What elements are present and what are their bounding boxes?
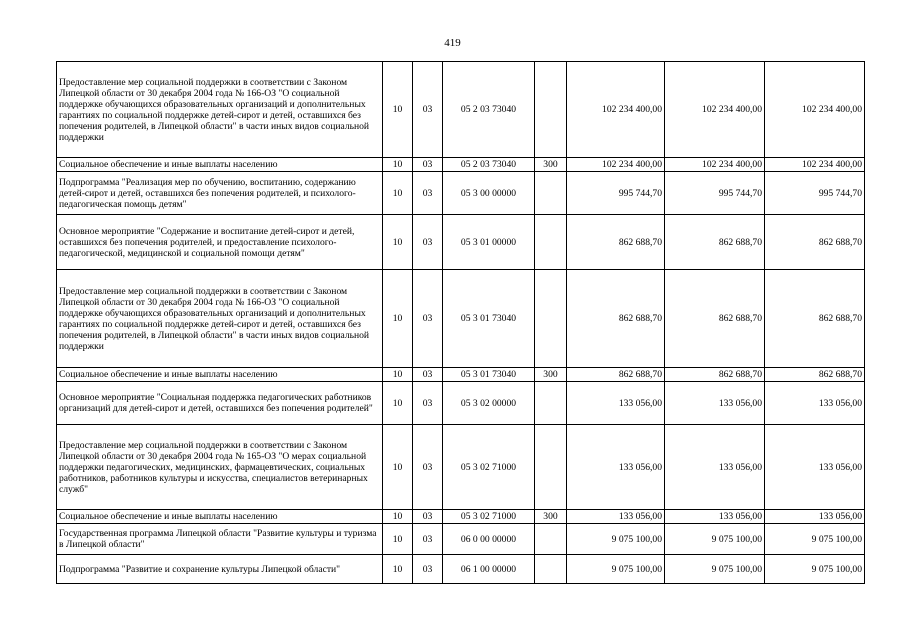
amount-year-3: 9 075 100,00	[765, 524, 865, 555]
expense-type-code	[535, 62, 567, 158]
amount-year-3: 862 688,70	[765, 215, 865, 270]
amount-year-2: 862 688,70	[665, 215, 765, 270]
amount-year-3: 133 056,00	[765, 382, 865, 425]
table-row	[57, 510, 865, 524]
target-article-code: 05 3 01 73040	[443, 368, 535, 382]
amount-year-1: 995 744,70	[567, 172, 665, 215]
amount-year-2: 862 688,70	[665, 270, 765, 368]
subsection-code: 03	[413, 510, 443, 524]
row-name: Государственная программа Липецкой области "Развитие культуры и туризма в Липецкой области"	[57, 524, 383, 555]
amount-year-1: 133 056,00	[567, 510, 665, 524]
amount-year-1: 862 688,70	[567, 270, 665, 368]
budget-table	[56, 61, 865, 584]
expense-type-code	[535, 172, 567, 215]
target-article-code: 05 3 02 71000	[443, 425, 535, 510]
expense-type-code	[535, 425, 567, 510]
table-row	[57, 555, 865, 584]
target-article-code: 05 2 03 73040	[443, 62, 535, 158]
expense-type-code: 300	[535, 510, 567, 524]
expense-type-code	[535, 555, 567, 584]
amount-year-1: 133 056,00	[567, 382, 665, 425]
target-article-code: 06 1 00 00000	[443, 555, 535, 584]
row-name: Социальное обеспечение и иные выплаты населению	[57, 158, 383, 172]
target-article-code: 05 3 01 73040	[443, 270, 535, 368]
section-code: 10	[383, 62, 413, 158]
amount-year-3: 102 234 400,00	[765, 62, 865, 158]
amount-year-3: 862 688,70	[765, 270, 865, 368]
subsection-code: 03	[413, 382, 443, 425]
row-name: Предоставление мер социальной поддержки в соответствии с Законом Липецкой области от 30 декабря 2004 года № 166-ОЗ "О социальной поддержке обучающихся образовательных организаций и дополнительных гарантиях по социальной поддержке детей-сирот и детей, оставшихся без попечения родителей, в Липецкой области" в части иных видов социальной поддержки	[57, 62, 383, 158]
row-name: Социальное обеспечение и иные выплаты населению	[57, 368, 383, 382]
amount-year-1: 102 234 400,00	[567, 62, 665, 158]
amount-year-2: 133 056,00	[665, 425, 765, 510]
row-name: Подпрограмма "Развитие и сохранение культуры Липецкой области"	[57, 555, 383, 584]
section-code: 10	[383, 555, 413, 584]
row-name: Социальное обеспечение и иные выплаты населению	[57, 510, 383, 524]
expense-type-code	[535, 215, 567, 270]
table-row	[57, 382, 865, 425]
subsection-code: 03	[413, 158, 443, 172]
target-article-code: 05 3 00 00000	[443, 172, 535, 215]
subsection-code: 03	[413, 368, 443, 382]
amount-year-1: 9 075 100,00	[567, 524, 665, 555]
section-code: 10	[383, 172, 413, 215]
amount-year-1: 9 075 100,00	[567, 555, 665, 584]
row-name: Предоставление мер социальной поддержки в соответствии с Законом Липецкой области от 30 декабря 2004 года № 165-ОЗ "О мерах социальной поддержки педагогических, медицинских, фармацевтических, социальных работников, работников культуры и искусства, специалистов ветеринарных служб"	[57, 425, 383, 510]
amount-year-1: 133 056,00	[567, 425, 665, 510]
subsection-code: 03	[413, 172, 443, 215]
subsection-code: 03	[413, 62, 443, 158]
amount-year-2: 102 234 400,00	[665, 158, 765, 172]
amount-year-1: 102 234 400,00	[567, 158, 665, 172]
amount-year-2: 133 056,00	[665, 510, 765, 524]
expense-type-code	[535, 270, 567, 368]
amount-year-3: 133 056,00	[765, 510, 865, 524]
amount-year-1: 862 688,70	[567, 368, 665, 382]
amount-year-2: 862 688,70	[665, 368, 765, 382]
amount-year-2: 9 075 100,00	[665, 524, 765, 555]
section-code: 10	[383, 425, 413, 510]
target-article-code: 05 3 02 00000	[443, 382, 535, 425]
expense-type-code: 300	[535, 158, 567, 172]
subsection-code: 03	[413, 215, 443, 270]
section-code: 10	[383, 524, 413, 555]
section-code: 10	[383, 382, 413, 425]
amount-year-2: 102 234 400,00	[665, 62, 765, 158]
table-row	[57, 270, 865, 368]
amount-year-2: 133 056,00	[665, 382, 765, 425]
table-row	[57, 425, 865, 510]
table-row	[57, 524, 865, 555]
subsection-code: 03	[413, 425, 443, 510]
row-name: Основное мероприятие "Социальная поддержка педагогических работников организаций для детей-сирот и детей, оставшихся без попечения родителей"	[57, 382, 383, 425]
amount-year-3: 995 744,70	[765, 172, 865, 215]
table-row	[57, 172, 865, 215]
amount-year-2: 9 075 100,00	[665, 555, 765, 584]
subsection-code: 03	[413, 524, 443, 555]
amount-year-3: 862 688,70	[765, 368, 865, 382]
subsection-code: 03	[413, 555, 443, 584]
amount-year-3: 133 056,00	[765, 425, 865, 510]
section-code: 10	[383, 215, 413, 270]
target-article-code: 05 3 01 00000	[443, 215, 535, 270]
expense-type-code: 300	[535, 368, 567, 382]
amount-year-2: 995 744,70	[665, 172, 765, 215]
amount-year-3: 9 075 100,00	[765, 555, 865, 584]
page-number: 419	[444, 37, 461, 49]
table-row	[57, 368, 865, 382]
row-name: Предоставление мер социальной поддержки в соответствии с Законом Липецкой области от 30 декабря 2004 года № 166-ОЗ "О социальной поддержке обучающихся образовательных организаций и дополнительных гарантиях по социальной поддержке детей-сирот и детей, оставшихся без попечения родителей, в Липецкой области" в части иных видов социальной поддержки	[57, 270, 383, 368]
table-row	[57, 62, 865, 158]
section-code: 10	[383, 510, 413, 524]
table-row	[57, 158, 865, 172]
expense-type-code	[535, 524, 567, 555]
table-row	[57, 215, 865, 270]
expense-type-code	[535, 382, 567, 425]
target-article-code: 05 3 02 71000	[443, 510, 535, 524]
amount-year-1: 862 688,70	[567, 215, 665, 270]
section-code: 10	[383, 368, 413, 382]
amount-year-3: 102 234 400,00	[765, 158, 865, 172]
target-article-code: 06 0 00 00000	[443, 524, 535, 555]
row-name: Основное мероприятие "Содержание и воспитание детей-сирот и детей, оставшихся без попечения родителей, и предоставление психолого-педагогической, медицинской и социальной помощи детям"	[57, 215, 383, 270]
target-article-code: 05 2 03 73040	[443, 158, 535, 172]
row-name: Подпрограмма "Реализация мер по обучению, воспитанию, содержанию детей-сирот и детей, оставшихся без попечения родителей, и психолого-педагогическая помощь детям"	[57, 172, 383, 215]
subsection-code: 03	[413, 270, 443, 368]
section-code: 10	[383, 158, 413, 172]
section-code: 10	[383, 270, 413, 368]
